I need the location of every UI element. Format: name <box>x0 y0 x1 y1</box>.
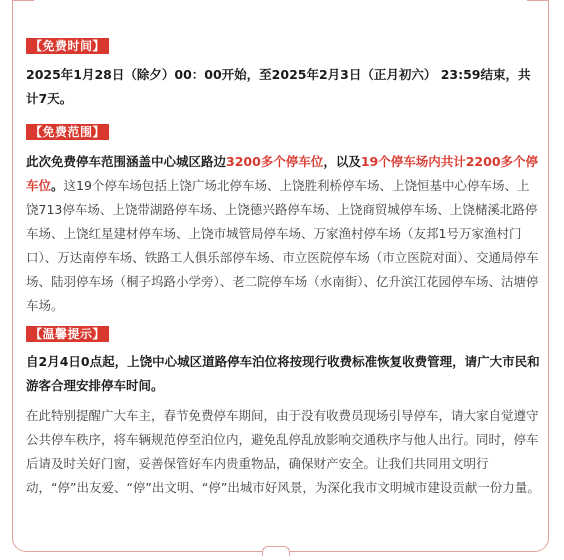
tips-notice: 自2月4日0点起，上饶中心城区道路停车泊位将按现行收费标准恢复收费管理，请广大市民和游客合理安排停车时间。 <box>26 354 540 393</box>
frame-bottom-tab <box>262 546 290 556</box>
scope-end: 。 <box>51 178 64 193</box>
scope-highlight-lots: 19个停车场内共计2200多个停车位 <box>26 154 539 193</box>
section-tag-time: 【免费时间】 <box>26 38 109 54</box>
free-time-text: 2025年1月28日（除夕）00：00开始，至2025年2月3日（正月初六） 23:59结束，共计7天。 <box>26 67 531 106</box>
scope-mid: ，以及 <box>323 154 361 169</box>
scope-intro: 此次免费停车范围涵盖中心城区路边 <box>26 154 227 169</box>
scope-detail: 这19个停车场包括上饶广场北停车场、上饶胜利桥停车场、上饶恒基中心停车场、上饶713停车场、上饶带湖路停车场、上饶德兴路停车场、上饶商贸城停车场、上饶槠溪北路停车场、上饶红星建材停车场、上饶市城管局停车场、万家渔村停车场（友邦1号万家渔村门口）、万达南停车场、铁路工人俱乐部停车场、市立医院停车场（市立医院对面）、交通局停车场、陆羽停车场（桐子坞路小学旁）、老二院停车场（水南街）、亿升滨江花园停车场、沽塘停车场。 <box>26 178 539 313</box>
tips-reminder: 在此特别提醒广大车主，春节免费停车期间，由于没有收费员现场引导停车，请大家自觉遵守公共停车秩序，将车辆规范停至泊位内，避免乱停乱放影响交通秩序与他人出行。同时，停车后请及时关好门窗，妥善保管好车内贵重物品，确保财产安全。让我们共同用文明行动，“停”出友爱、“停”出文明、“停”出城市好风景，为深化我市文明城市建设贡献一份力量。 <box>26 408 540 495</box>
section-tag-scope: 【免费范围】 <box>26 124 109 140</box>
section-tag-tips: 【温馨提示】 <box>26 326 109 342</box>
frame-corner-right <box>527 0 549 12</box>
scope-highlight-roadside: 3200多个停车位 <box>226 154 324 169</box>
free-scope-text <box>26 150 540 318</box>
frame-corner-left <box>12 0 34 12</box>
